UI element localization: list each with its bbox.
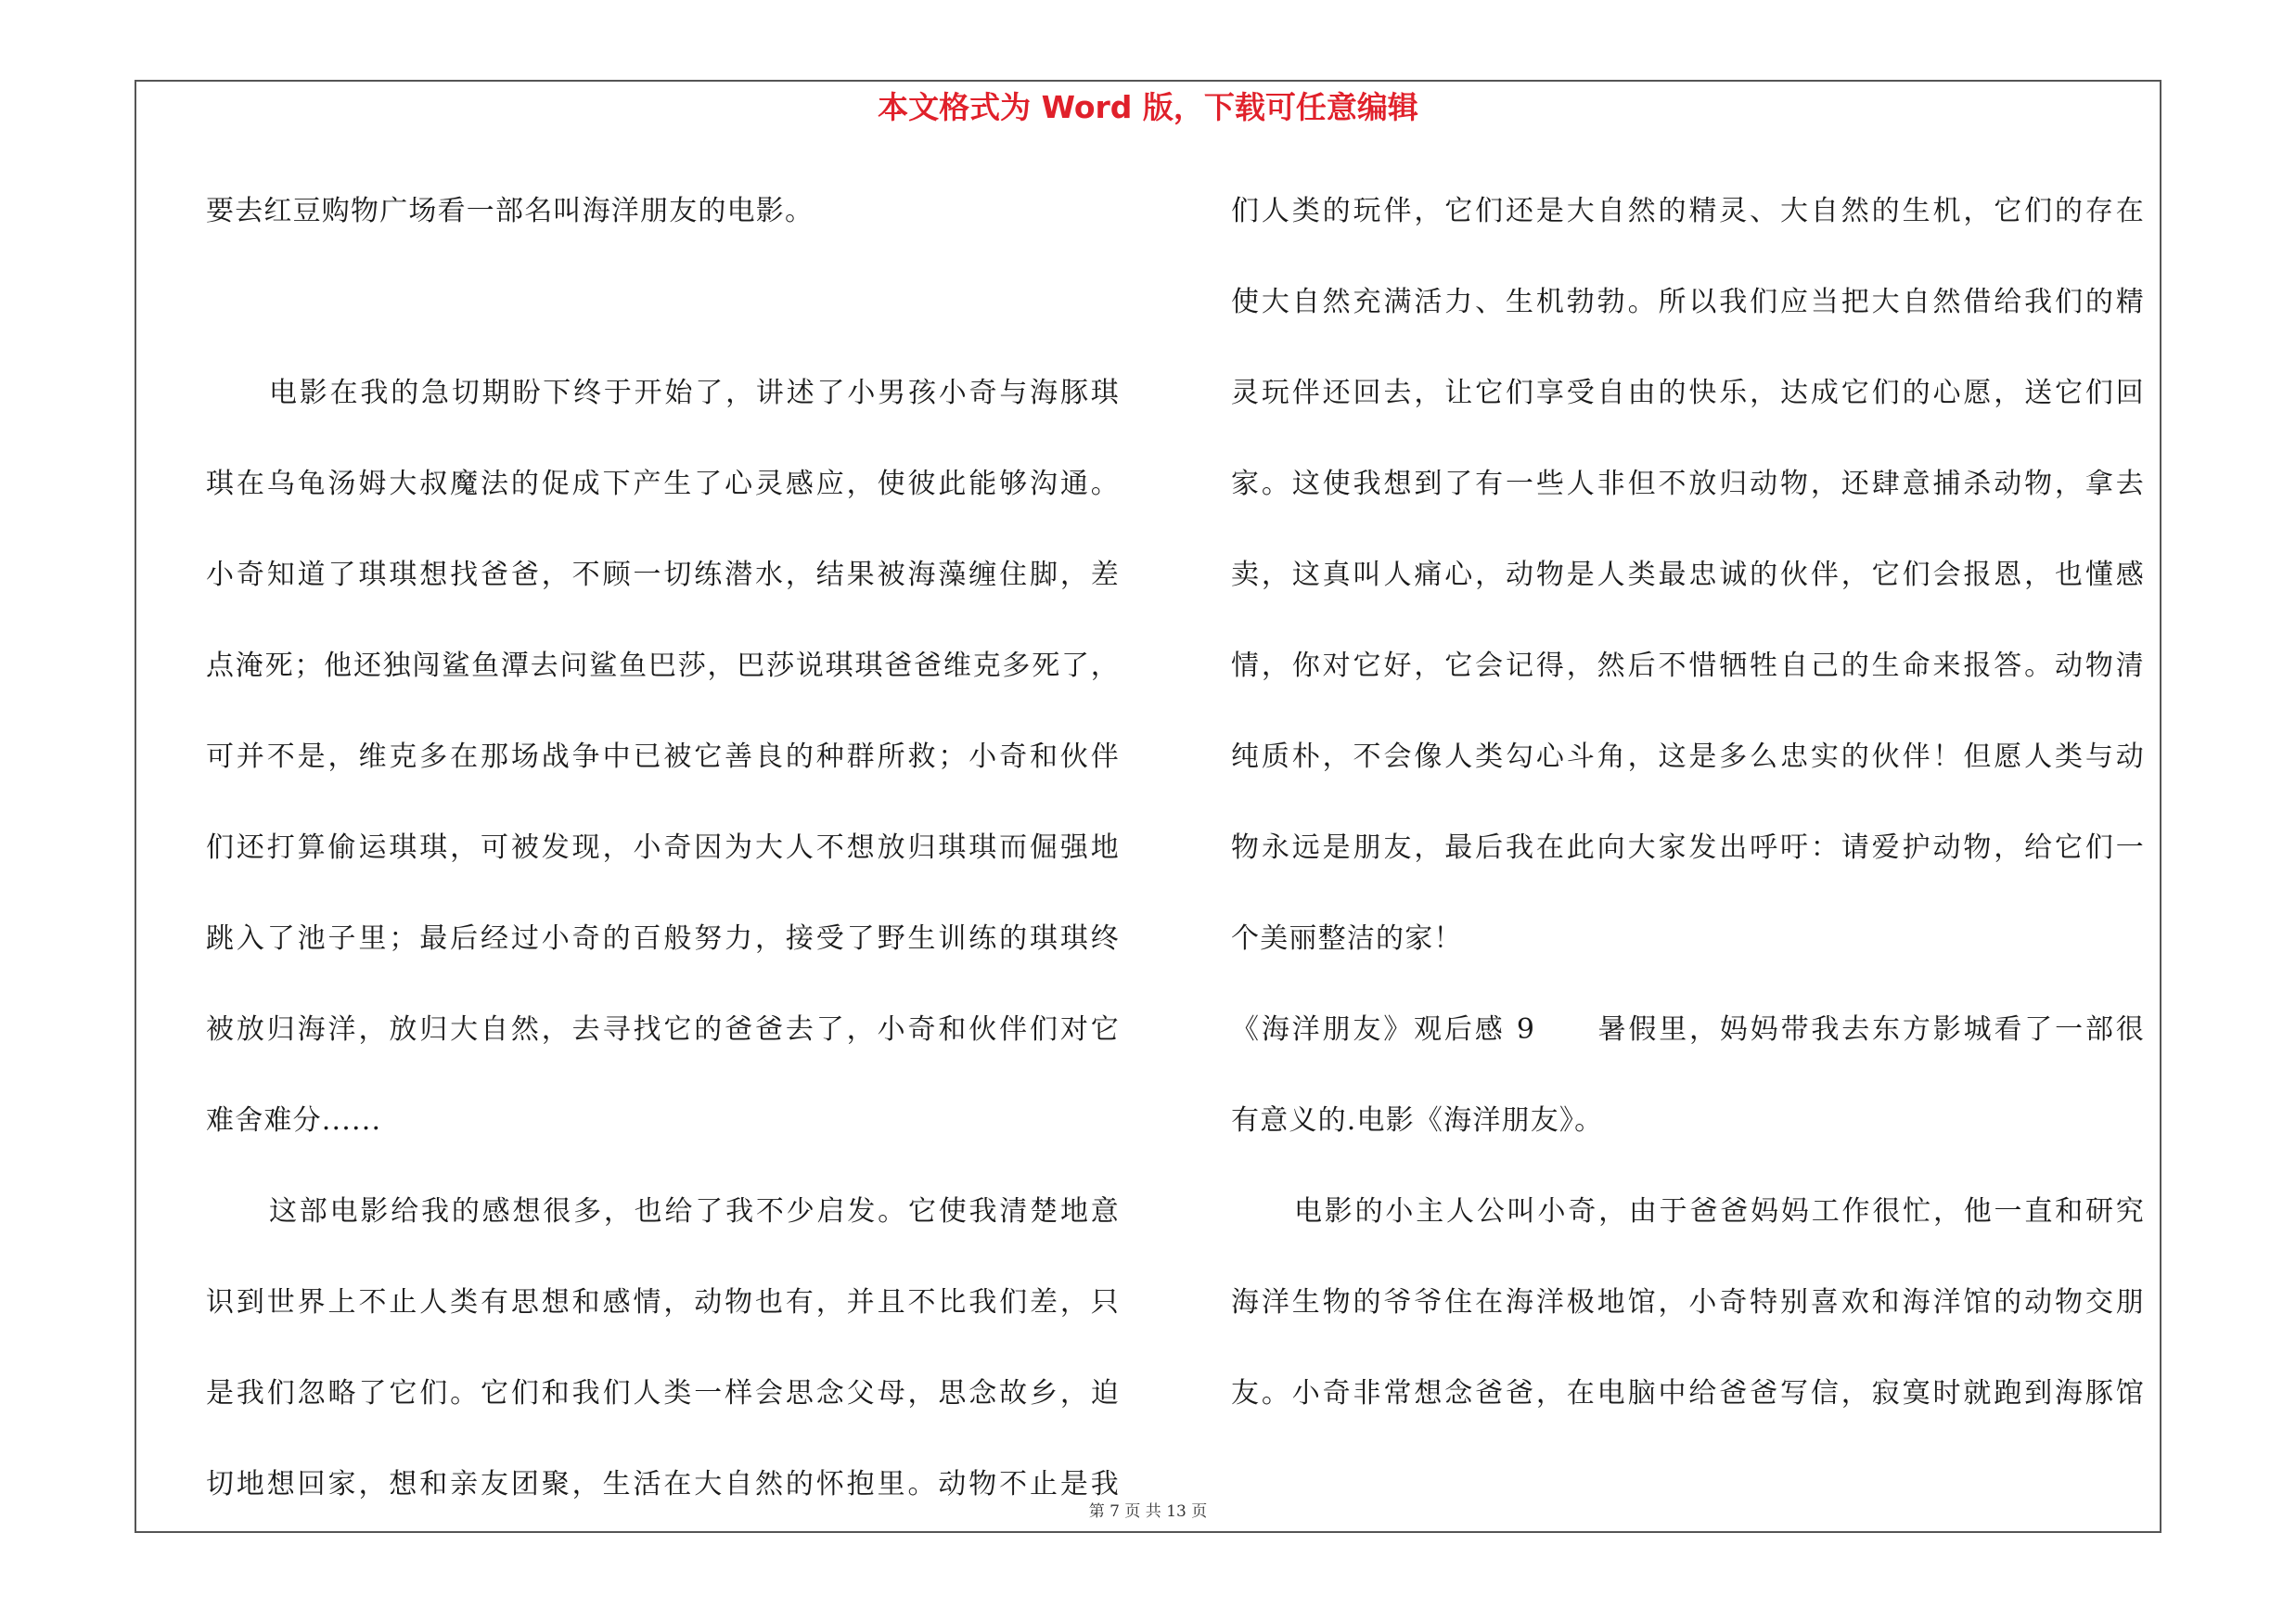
- text-line: 《海洋朋友》观后感 9 暑假里，妈妈带我去东方影城看了一部很: [1231, 1013, 2145, 1046]
- text-line: 们还打算偷运琪琪，可被发现，小奇因为大人不想放归琪琪而倔强地: [206, 831, 1120, 864]
- text-line: 物永远是朋友，最后我在此向大家发出呼吁：请爱护动物，给它们一: [1231, 831, 2145, 864]
- text-line: 情，你对它好，它会记得，然后不惜牺牲自己的生命来报答。动物清: [1231, 650, 2145, 682]
- text-line: 要去红豆购物广场看一部名叫海洋朋友的电影。: [206, 195, 815, 227]
- text-line: 电影在我的急切期盼下终于开始了，讲述了小男孩小奇与海豚琪: [269, 377, 1120, 409]
- text-line: 个美丽整洁的家！: [1231, 922, 1463, 955]
- text-line: 跳入了池子里；最后经过小奇的百般努力，接受了野生训练的琪琪终: [206, 922, 1120, 955]
- text-line: 友。小奇非常想念爸爸，在电脑中给爸爸写信，寂寞时就跑到海豚馆: [1231, 1377, 2145, 1410]
- text-line: 点淹死；他还独闯鲨鱼潭去问鲨鱼巴莎，巴莎说琪琪爸爸维克多死了，: [206, 650, 1120, 682]
- text-line: 纯质朴，不会像人类勾心斗角，这是多么忠实的伙伴！但愿人类与动: [1231, 741, 2145, 773]
- text-line: 被放归海洋，放归大自然，去寻找它的爸爸去了，小奇和伙伴们对它: [206, 1013, 1120, 1046]
- text-line: 识到世界上不止人类有思想和感情，动物也有，并且不比我们差，只: [206, 1286, 1120, 1319]
- text-line: 电影的小主人公叫小奇，由于爸爸妈妈工作很忙，他一直和研究: [1294, 1195, 2145, 1228]
- text-line: 这部电影给我的感想很多，也给了我不少启发。它使我清楚地意: [269, 1195, 1120, 1228]
- text-line: 卖，这真叫人痛心，动物是人类最忠诚的伙伴，它们会报恩，也懂感: [1231, 559, 2145, 591]
- text-line: 琪在乌龟汤姆大叔魔法的促成下产生了心灵感应，使彼此能够沟通。: [206, 468, 1120, 500]
- text-line: 小奇知道了琪琪想找爸爸，不顾一切练潜水，结果被海藻缠住脚，差: [206, 559, 1120, 591]
- header-banner: 本文格式为 Word 版，下载可任意编辑: [878, 89, 1418, 125]
- left-column: [206, 179, 1120, 1543]
- text-line: 使大自然充满活力、生机勃勃。所以我们应当把大自然借给我们的精: [1231, 286, 2145, 318]
- text-line: 灵玩伴还回去，让它们享受自由的快乐，达成它们的心愿，送它们回: [1231, 377, 2145, 409]
- text-line: 难舍难分......: [206, 1104, 382, 1137]
- text-line: 可并不是，维克多在那场战争中已被它善良的种群所救；小奇和伙伴: [206, 741, 1120, 773]
- right-column: [1231, 179, 2145, 1452]
- text-line: 是我们忽略了它们。它们和我们人类一样会思念父母，思念故乡，迫: [206, 1377, 1120, 1410]
- text-line: 切地想回家，想和亲友团聚，生活在大自然的怀抱里。动物不止是我: [206, 1468, 1120, 1501]
- text-line: 海洋生物的爷爷住在海洋极地馆，小奇特别喜欢和海洋馆的动物交朋: [1231, 1286, 2145, 1319]
- text-line: 家。这使我想到了有一些人非但不放归动物，还肆意捕杀动物，拿去: [1231, 468, 2145, 500]
- text-line: 有意义的.电影《海洋朋友》。: [1231, 1104, 1604, 1137]
- page-number-footer: 第 7 页 共 13 页: [1088, 1502, 1208, 1521]
- text-line: 们人类的玩伴，它们还是大自然的精灵、大自然的生机，它们的存在: [1231, 195, 2145, 227]
- blank-line: [206, 270, 1120, 361]
